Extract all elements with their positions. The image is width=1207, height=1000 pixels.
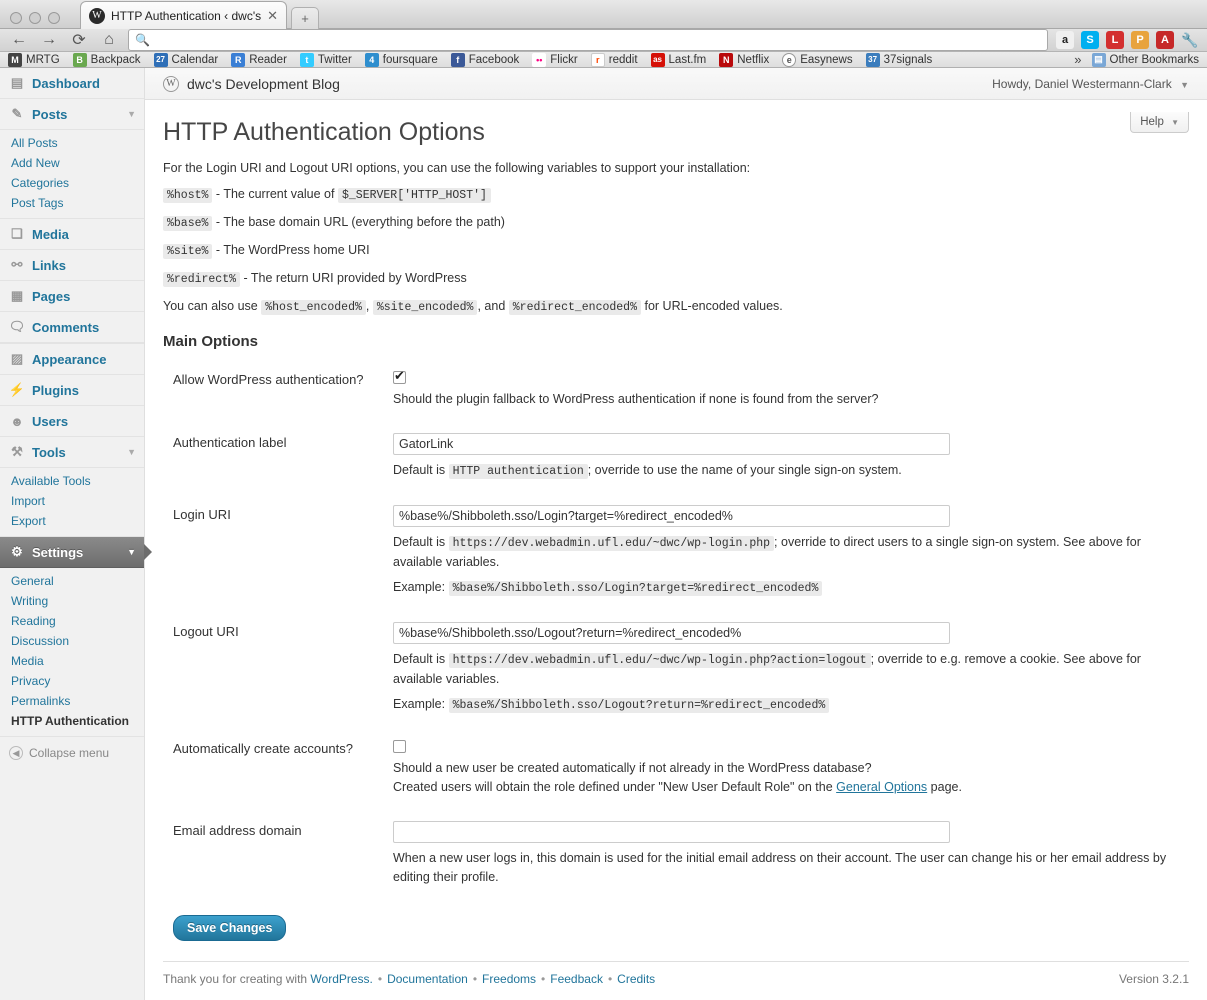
logout-uri-default-code: https://dev.webadmin.ufl.edu/~dwc/wp-login.php?action=logout: [449, 653, 871, 668]
bookmark-label: Facebook: [468, 53, 520, 66]
tab-strip: [80, 0, 319, 28]
encoded-comma: ,: [365, 299, 370, 313]
comment-icon: 🗨: [8, 319, 26, 334]
media-icon: ❏: [11, 226, 23, 241]
sidebar-item-label: Plugins: [32, 382, 79, 398]
label-logout-uri: Logout URI: [173, 624, 239, 640]
sidebar-item-label: Posts: [32, 106, 68, 122]
login-uri-desc-prefix: Default is: [393, 535, 446, 550]
general-options-link[interactable]: General Options: [836, 780, 928, 795]
bookmark-item[interactable]: [8, 53, 60, 67]
reddit-icon: r: [591, 53, 605, 67]
mrtg-icon: M: [8, 53, 22, 67]
submenu-item-add-new[interactable]: Add New: [11, 156, 60, 170]
browser-tab[interactable]: [80, 1, 287, 29]
admin-header-bar: [145, 68, 1207, 100]
footer-feedback-link[interactable]: Feedback: [550, 972, 603, 987]
help-button[interactable]: [1130, 112, 1189, 133]
variable-code: %host%: [163, 188, 212, 203]
maximize-window-button[interactable]: [48, 12, 60, 24]
submenu-item-general[interactable]: General: [11, 574, 54, 588]
admin-content: [145, 68, 1207, 1000]
logout-uri-example-code: %base%/Shibboleth.sso/Logout?return=%redirect_encoded%: [449, 698, 830, 713]
chevron-down-icon: ▼: [127, 547, 136, 557]
adblock-extension-icon[interactable]: A: [1156, 31, 1174, 49]
allow-wp-auth-desc: Should the plugin fallback to WordPress authentication if none is found from the server?: [393, 392, 879, 407]
bookmark-label: reddit: [608, 53, 638, 66]
sidebar-item-label: Pages: [32, 288, 71, 304]
submenu-item-permalinks[interactable]: Permalinks: [11, 694, 71, 708]
bookmarks-bar-right: [1074, 52, 1199, 67]
pin-extension-icon[interactable]: P: [1131, 31, 1149, 49]
sidebar-item-label: Dashboard: [32, 75, 100, 91]
skype-extension-icon[interactable]: S: [1081, 31, 1099, 49]
submenu-item-post-tags[interactable]: Post Tags: [11, 196, 64, 210]
bookmark-label: MRTG: [26, 53, 60, 66]
bookmark-label: foursquare: [382, 53, 438, 66]
auth-label-input[interactable]: [393, 433, 950, 455]
email-domain-input[interactable]: [393, 821, 950, 843]
pin-icon: ✎: [11, 106, 23, 121]
footer-separator: •: [541, 972, 546, 987]
footer-wordpress-link[interactable]: WordPress.: [310, 972, 373, 987]
variable-code: %site%: [163, 244, 212, 259]
home-icon[interactable]: ⌂: [104, 31, 114, 48]
logout-uri-desc: [393, 650, 1179, 689]
collapse-menu-label: Collapse menu: [29, 746, 110, 760]
bookmark-label: Twitter: [317, 53, 352, 66]
forward-icon[interactable]: →: [41, 31, 57, 48]
reader-icon: R: [231, 53, 245, 67]
allow-wp-auth-checkbox[interactable]: [393, 371, 406, 384]
login-uri-desc-suffix: ; override to direct users to a single sign-on system. See above for available variables.: [393, 535, 1141, 570]
login-uri-example-prefix: Example:: [393, 580, 446, 595]
bookmark-label: Backpack: [90, 53, 141, 66]
howdy-label: Howdy, Daniel Westermann-Clark: [992, 76, 1172, 91]
help-label: Help: [1140, 116, 1164, 128]
page-wrap: [145, 100, 1207, 961]
easynews-icon: e: [782, 53, 796, 67]
bookmarks-overflow-icon[interactable]: »: [1074, 52, 1082, 67]
sidebar-item-label: Users: [32, 413, 69, 429]
logout-uri-desc-prefix: Default is: [393, 652, 446, 667]
auth-label-desc-suffix: ; override to use the name of your single sign-on system.: [587, 463, 902, 478]
bookmark-item[interactable]: [651, 53, 707, 67]
footer-separator: •: [472, 972, 478, 987]
bookmark-item[interactable]: [719, 53, 769, 67]
submenu-item-media[interactable]: Media: [11, 654, 44, 668]
logout-uri-input[interactable]: [393, 622, 950, 644]
bookmark-item[interactable]: [532, 53, 577, 67]
amazon-extension-icon[interactable]: a: [1056, 31, 1074, 49]
save-changes-button[interactable]: Save Changes: [173, 915, 286, 941]
browser-titlebar: [0, 0, 1207, 29]
submenu-item-export[interactable]: Export: [11, 514, 46, 528]
flickr-icon: ••: [532, 53, 546, 67]
footer-freedoms-link[interactable]: Freedoms: [482, 972, 537, 987]
bookmark-label: Reader: [249, 53, 287, 66]
sidebar-item-posts[interactable]: [0, 99, 144, 130]
encoded-code-host: %host_encoded%: [261, 300, 366, 315]
foursquare-icon: 4: [365, 53, 379, 67]
bookmark-item[interactable]: [591, 53, 638, 67]
form-row-auth-label: [163, 421, 1189, 493]
wordpress-version: Version 3.2.1: [1118, 972, 1189, 987]
wordpress-favicon: W: [89, 8, 105, 24]
site-name[interactable]: dwc's Development Blog: [187, 75, 340, 92]
tools-icon: ⚒: [11, 444, 23, 459]
bookmark-item[interactable]: [365, 53, 438, 67]
login-uri-example: [393, 578, 1179, 598]
new-tab-button[interactable]: +: [291, 7, 319, 29]
sidebar-item-label: Comments: [32, 319, 100, 335]
chevron-down-icon: ▼: [1180, 79, 1189, 90]
variable-row: [163, 241, 1189, 261]
bookmarks-bar: [0, 52, 1207, 68]
sidebar-item-pages[interactable]: [0, 281, 144, 312]
wordpress-logo-icon[interactable]: W: [163, 76, 179, 92]
other-bookmarks-label: Other Bookmarks: [1109, 53, 1199, 66]
label-email-domain: Email address domain: [173, 823, 302, 839]
link-icon: ⚯: [11, 257, 23, 272]
page-icon: ▦: [10, 288, 24, 303]
reload-icon[interactable]: ⟳: [72, 32, 86, 49]
submenu-item-http-authentication[interactable]: HTTP Authentication: [11, 714, 129, 728]
page-title: HTTP Authentication Options: [163, 118, 485, 146]
logout-uri-example-prefix: Example:: [393, 697, 446, 712]
howdy-user-menu[interactable]: [992, 77, 1189, 91]
submenu-settings: [0, 568, 144, 737]
encoded-code-site: %site_encoded%: [373, 300, 478, 315]
label-auto-create: Automatically create accounts?: [173, 741, 353, 757]
submenu-posts: [0, 130, 144, 219]
gear-icon: ⚙: [11, 544, 23, 559]
auto-create-desc: [393, 759, 1179, 797]
close-icon[interactable]: ✕: [267, 7, 279, 23]
auto-create-desc-line2-suffix: page.: [930, 780, 962, 795]
encoded-note-suffix: for URL-encoded values.: [644, 299, 783, 313]
submenu-item-categories[interactable]: Categories: [11, 176, 70, 190]
login-uri-desc: [393, 533, 1179, 572]
encoded-note-prefix: You can also use: [163, 299, 258, 313]
chevron-down-icon: ▼: [1171, 118, 1179, 127]
logout-uri-desc-suffix: ; override to e.g. remove a cookie. See above for available variables.: [393, 652, 1141, 687]
wordpress-admin: [0, 68, 1207, 1000]
footer-credits-link[interactable]: Credits: [617, 972, 656, 987]
label-auth-label: Authentication label: [173, 435, 287, 451]
footer-separator: •: [607, 972, 613, 987]
auth-label-desc-prefix: Default is: [393, 463, 446, 478]
close-window-button[interactable]: [10, 12, 22, 24]
login-uri-default-code: https://dev.webadmin.ufl.edu/~dwc/wp-login.php: [449, 536, 774, 551]
lastpass-extension-icon[interactable]: L: [1106, 31, 1124, 49]
wrench-menu-icon[interactable]: 🔧: [1181, 31, 1199, 48]
sidebar-item-links[interactable]: [0, 250, 144, 281]
browser-toolbar: [0, 29, 1207, 52]
sidebar-item-label: Media: [32, 226, 69, 242]
auto-create-checkbox[interactable]: [393, 740, 406, 753]
bookmark-item[interactable]: [300, 53, 352, 67]
intro-text: For the Login URI and Logout URI options, you can use the following variables to support your installation:: [163, 161, 751, 175]
bookmark-item[interactable]: [73, 53, 141, 67]
lastfm-icon: as: [651, 53, 665, 67]
collapse-icon: ◀: [9, 746, 23, 760]
footer-documentation-link[interactable]: Documentation: [387, 972, 468, 987]
37signals-icon: 37: [866, 53, 880, 67]
address-bar[interactable]: [128, 29, 1048, 51]
variable-code: %redirect%: [163, 272, 240, 287]
admin-sidebar: [0, 68, 145, 1000]
submenu-item-reading[interactable]: Reading: [11, 614, 56, 628]
form-row-logout-uri: [163, 610, 1189, 727]
form-row-email-domain: [163, 809, 1189, 899]
sidebar-item-media[interactable]: [0, 219, 144, 250]
submenu-item-import[interactable]: Import: [11, 494, 46, 508]
sidebar-item-label: Tools: [32, 444, 66, 460]
bookmark-label: Calendar: [171, 53, 219, 66]
window-controls[interactable]: [10, 12, 60, 24]
sidebar-item-label: Links: [32, 257, 66, 273]
variable-desc-code: $_SERVER['HTTP_HOST']: [338, 188, 491, 203]
variable-desc: - The return URI provided by WordPress: [243, 271, 467, 285]
form-row-allow-wp-auth: [163, 358, 1189, 421]
submenu-tools: [0, 468, 144, 537]
footer-thanks: Thank you for creating with: [163, 972, 308, 987]
folder-icon: ▤: [1092, 53, 1106, 67]
facebook-icon: f: [451, 53, 465, 67]
bookmark-label: 37signals: [883, 53, 933, 66]
tab-title: HTTP Authentication ‹ dwc's: [111, 8, 262, 23]
footer-separator: •: [377, 972, 383, 987]
variable-row: [163, 185, 1189, 205]
sidebar-item-comments[interactable]: [0, 312, 144, 343]
submenu-item-discussion[interactable]: Discussion: [11, 634, 70, 648]
label-login-uri: Login URI: [173, 507, 231, 523]
auth-label-desc: [393, 461, 1179, 481]
auto-create-desc-line2: [393, 778, 1179, 797]
backpack-icon: B: [73, 53, 87, 67]
extension-icons: [1056, 31, 1199, 49]
label-allow-wp-auth: Allow WordPress authentication?: [173, 372, 364, 387]
section-title-main-options: Main Options: [163, 333, 258, 350]
bookmark-item[interactable]: [231, 53, 287, 67]
sidebar-item-label: Settings: [32, 544, 84, 560]
auto-create-desc-line1: Should a new user be created automatically if not already in the WordPress database?: [393, 761, 872, 776]
sidebar-item-users[interactable]: [0, 406, 144, 437]
form-row-login-uri: [163, 493, 1189, 610]
submenu-item-all-posts[interactable]: All Posts: [11, 136, 58, 150]
users-icon: ☻: [10, 413, 24, 429]
submenu-item-writing[interactable]: Writing: [11, 594, 49, 608]
variable-desc: - The WordPress home URI: [215, 243, 370, 257]
calendar-icon: 27: [154, 53, 168, 67]
dashboard-icon: ▤: [10, 75, 24, 90]
sidebar-item-label: Appearance: [32, 351, 107, 367]
variable-code: %base%: [163, 216, 212, 231]
form-row-auto-create: [163, 727, 1189, 809]
bookmark-label: Last.fm: [668, 53, 707, 66]
options-form-table: [163, 358, 1189, 899]
encoded-code-redirect: %redirect_encoded%: [509, 300, 641, 315]
logout-uri-example: [393, 695, 1179, 715]
variable-row: [163, 269, 1189, 289]
sidebar-item-dashboard[interactable]: [0, 68, 144, 99]
sidebar-item-tools[interactable]: [0, 437, 144, 468]
twitter-icon: t: [300, 53, 314, 67]
plugin-icon: ⚡: [8, 382, 26, 397]
appearance-icon: ▨: [10, 351, 24, 366]
search-icon: 🔍: [135, 33, 150, 47]
sidebar-item-plugins[interactable]: [0, 375, 144, 406]
sidebar-item-appearance[interactable]: [0, 343, 144, 375]
login-uri-example-code: %base%/Shibboleth.sso/Login?target=%redirect_encoded%: [449, 581, 823, 596]
variable-row: [163, 213, 1189, 233]
admin-footer: [163, 961, 1189, 1000]
bookmark-item[interactable]: [451, 53, 520, 67]
chevron-down-icon: ▼: [127, 447, 136, 457]
auth-label-default-code: HTTP authentication: [449, 464, 588, 479]
submenu-item-available-tools[interactable]: Available Tools: [11, 474, 91, 488]
back-icon[interactable]: ←: [11, 31, 27, 48]
submenu-item-privacy[interactable]: Privacy: [11, 674, 51, 688]
email-domain-desc: When a new user logs in, this domain is used for the initial email address on their account. The user can change his or her email address by editing their profile.: [393, 851, 1167, 885]
login-uri-input[interactable]: [393, 505, 950, 527]
variable-desc: - The base domain URL (everything before the path): [215, 215, 505, 229]
sidebar-item-settings[interactable]: [0, 537, 144, 568]
bookmark-item[interactable]: [866, 53, 933, 67]
encoded-and: , and: [477, 299, 506, 313]
minimize-window-button[interactable]: [29, 12, 41, 24]
bookmark-item[interactable]: [782, 53, 852, 67]
netflix-icon: N: [719, 53, 733, 67]
other-bookmarks-folder[interactable]: [1092, 53, 1199, 67]
bookmark-item[interactable]: [154, 53, 219, 67]
bookmark-label: Easynews: [800, 53, 853, 66]
encoded-note: [163, 297, 1189, 317]
bookmark-label: Flickr: [550, 53, 578, 66]
auto-create-desc-line2-prefix: Created users will obtain the role defined under "New User Default Role" on the: [393, 780, 833, 795]
chevron-down-icon: ▼: [127, 109, 136, 119]
collapse-menu-button[interactable]: [0, 737, 144, 769]
variable-desc: - The current value of: [215, 187, 335, 201]
bookmark-label: Netflix: [737, 53, 770, 66]
